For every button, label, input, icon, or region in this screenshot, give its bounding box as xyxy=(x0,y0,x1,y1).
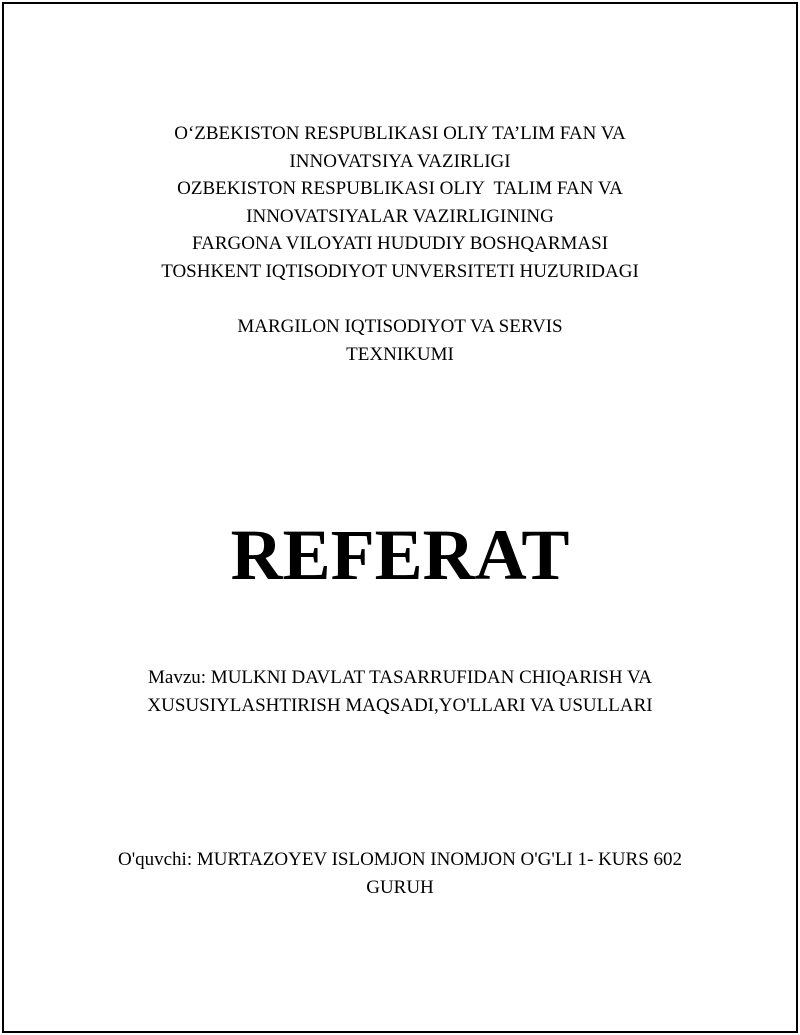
topic xyxy=(0,664,800,719)
header-line: OZBEKISTON RESPUBLIKASI OLIY TALIM FAN VA xyxy=(177,178,623,199)
student-info xyxy=(0,846,800,901)
school-name xyxy=(0,313,800,368)
header-line: TOSHKENT IQTISODIYOT UNVERSITETI HUZURIDAGI xyxy=(161,260,639,282)
ministry-header xyxy=(0,120,800,285)
school-line: TEXNIKUMI xyxy=(346,343,454,365)
student-line: O'quvchi: MURTAZOYEV ISLOMJON INOMJON O'G'LI 1- KURS 602 xyxy=(117,849,683,870)
topic-line: Mavzu: MULKNI DAVLAT TASARRUFIDAN CHIQARISH VA xyxy=(148,667,652,688)
header-line: INNOVATSIYA VAZIRLIGI xyxy=(289,150,511,172)
header-line: O‘ZBEKISTON RESPUBLIKASI OLIY TA’LIM FAN VA xyxy=(174,123,626,144)
document-title: REFERAT xyxy=(230,515,570,595)
header-line: FARGONA VILOYATI HUDUDIY BOSHQARMASI xyxy=(191,233,609,254)
student-line: GURUH xyxy=(366,876,434,898)
topic-line: XUSUSIYLASHTIRISH MAQSADI,YO'LLARI VA USULLARI xyxy=(147,694,653,716)
school-line: MARGILON IQTISODIYOT VA SERVIS xyxy=(237,316,563,337)
header-line: INNOVATSIYALAR VAZIRLIGINING xyxy=(246,205,554,227)
